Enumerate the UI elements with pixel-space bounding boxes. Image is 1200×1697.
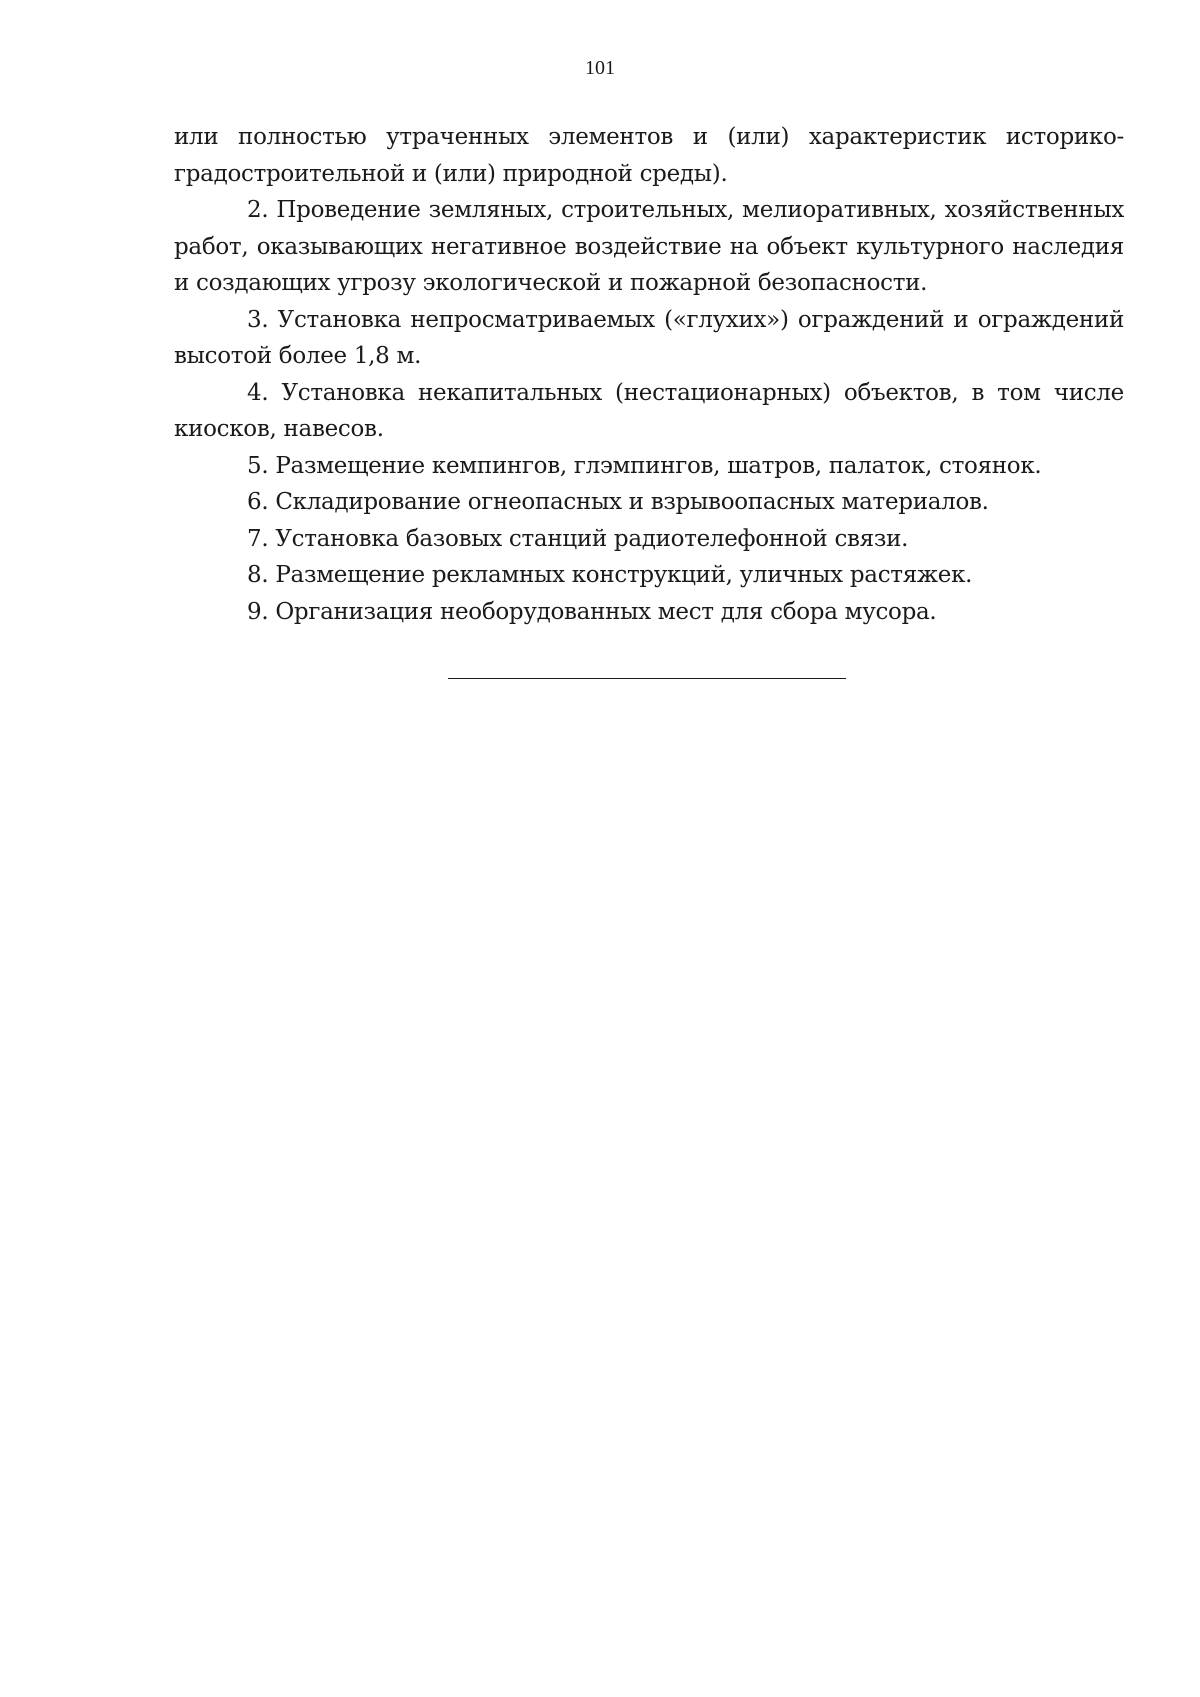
- list-item-7: 7. Установка базовых станций радиотелефонной связи.: [247, 525, 909, 552]
- document-body: [174, 119, 1124, 630]
- list-item-5: 5. Размещение кемпингов, глэмпингов, шатров, палаток, стоянок.: [247, 452, 1042, 479]
- list-item-6: 6. Складирование огнеопасных и взрывоопасных материалов.: [247, 489, 989, 515]
- paragraph-continuation: или полностью утраченных элементов и (или) характеристик историко-градостроительной и (или) природной среды).: [174, 124, 1124, 187]
- list-item-2: 2. Проведение земляных, строительных, мелиоративных, хозяйственных работ, оказывающих негативное воздействие на объект культурного наследия и создающих угрозу экологической и пожарной безопасности.: [174, 197, 1124, 296]
- list-item-3: 3. Установка непросматриваемых («глухих») ограждений и ограждений высотой более 1,8 м.: [174, 306, 1124, 369]
- page-number: 101: [585, 57, 615, 79]
- list-item-9: 9. Организация необорудованных мест для сбора мусора.: [247, 598, 937, 625]
- list-item-8: 8. Размещение рекламных конструкций, уличных растяжек.: [247, 562, 973, 588]
- end-of-document-rule: [448, 678, 846, 679]
- list-item-4: 4. Установка некапитальных (нестационарных) объектов, в том числе киосков, навесов.: [174, 379, 1124, 442]
